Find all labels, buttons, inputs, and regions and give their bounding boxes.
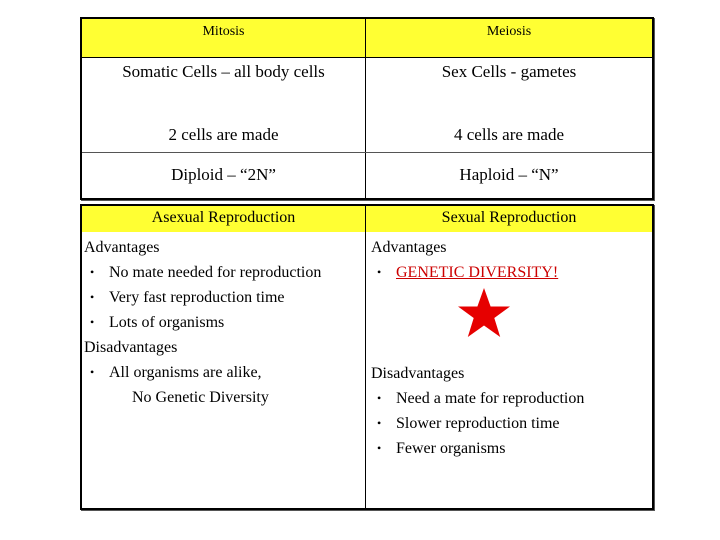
- bullet-icon: •: [90, 290, 95, 304]
- header-sexual: Sexual Reproduction: [441, 209, 577, 226]
- asexual-disadvantage-continuation: No Genetic Diversity: [132, 389, 269, 406]
- star-icon: [456, 286, 512, 340]
- asexual-advantages-list: [84, 260, 362, 335]
- bullet-icon: •: [377, 265, 382, 279]
- list-item-text: Very fast reproduction time: [109, 289, 285, 306]
- sexual-advantages: [371, 235, 651, 285]
- asexual-advantages-label: Advantages: [84, 239, 160, 256]
- list-item: [84, 260, 362, 285]
- header-asexual: Asexual Reproduction: [151, 209, 296, 226]
- sexual-disadvantages-label: Disadvantages: [371, 365, 465, 382]
- list-item: [84, 360, 362, 385]
- bullet-icon: •: [377, 391, 382, 405]
- list-item-text: No mate needed for reproduction: [109, 264, 322, 281]
- bullet-icon: •: [90, 365, 95, 379]
- row-cell-mitosis-2: 2 cells are made: [168, 125, 279, 144]
- sexual-disadvantages: [371, 361, 651, 461]
- row-divider: [82, 152, 652, 153]
- row-cell-meiosis-1: Sex Cells - gametes: [441, 62, 577, 81]
- list-item-text: Lots of organisms: [109, 314, 225, 331]
- list-item: [371, 260, 651, 285]
- list-item-text: Fewer organisms: [396, 440, 506, 457]
- asexual-content: [84, 235, 362, 410]
- row-cell-meiosis-3: Haploid – “N”: [459, 165, 559, 184]
- column-divider-bottom: [365, 206, 366, 508]
- bullet-icon: •: [90, 315, 95, 329]
- list-item-text: Slower reproduction time: [396, 415, 560, 432]
- bullet-icon: •: [377, 441, 382, 455]
- sexual-advantages-label: Advantages: [371, 239, 447, 256]
- list-item: [84, 310, 362, 335]
- row-cell-mitosis-3: Diploid – “2N”: [171, 165, 276, 184]
- asexual-disadvantages-list: [84, 360, 362, 385]
- bullet-icon: •: [377, 416, 382, 430]
- list-item-text: Need a mate for reproduction: [396, 390, 585, 407]
- list-item: [84, 285, 362, 310]
- row-cell-meiosis-2: 4 cells are made: [454, 125, 564, 144]
- star-shape: [458, 288, 510, 337]
- list-item: [371, 386, 651, 411]
- genetic-diversity-link[interactable]: GENETIC DIVERSITY!: [396, 264, 559, 281]
- header-meiosis-label: Meiosis: [486, 24, 532, 39]
- list-item: [371, 411, 651, 436]
- row-cell-mitosis-1: Somatic Cells – all body cells: [122, 62, 325, 81]
- header-meiosis: [366, 19, 652, 57]
- sexual-disadvantages-list: [371, 386, 651, 461]
- list-item: [371, 436, 651, 461]
- list-item-text: All organisms are alike,: [109, 364, 262, 381]
- header-mitosis: [82, 19, 365, 57]
- sexual-advantages-list: [371, 260, 651, 285]
- bullet-icon: •: [90, 265, 95, 279]
- header-divider: [82, 57, 652, 58]
- header-mitosis-label: Mitosis: [202, 24, 245, 39]
- asexual-disadvantages-label: Disadvantages: [84, 339, 178, 356]
